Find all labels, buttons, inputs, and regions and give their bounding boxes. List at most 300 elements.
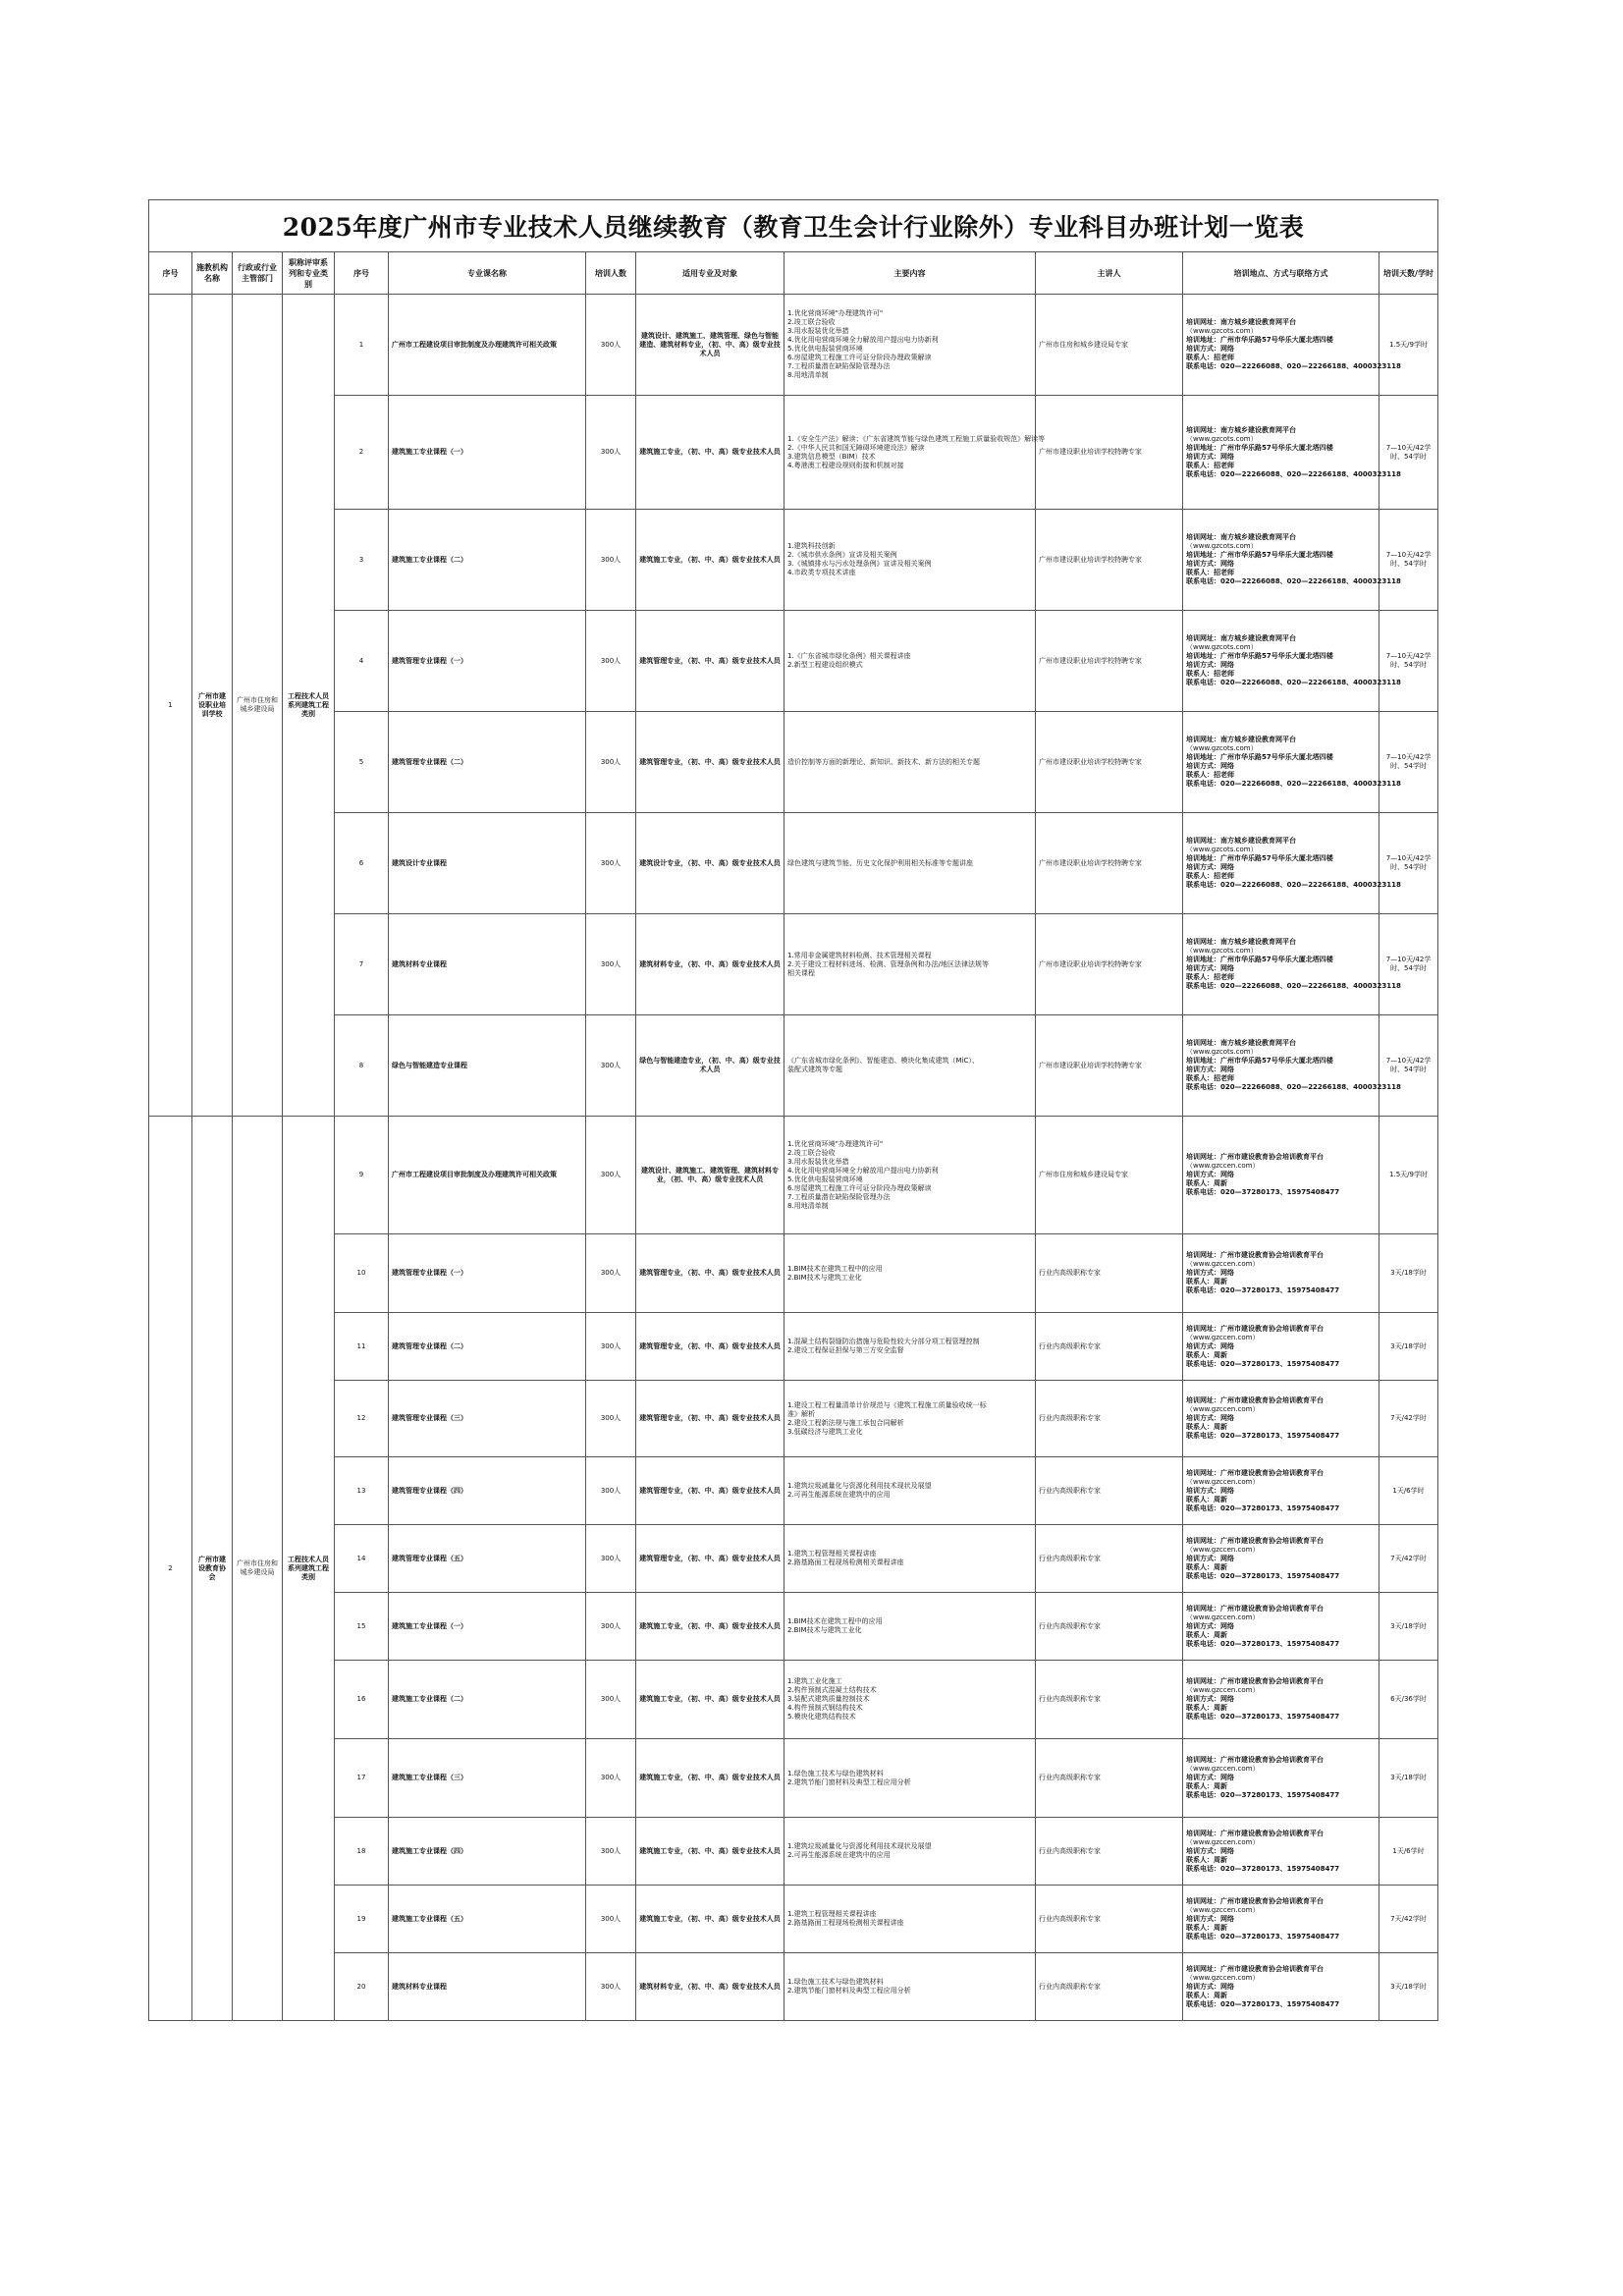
contact-line: 联系人：招老师 xyxy=(1186,872,1234,880)
content-line: 2.新型工程建设组织模式 xyxy=(787,661,863,669)
contact-line: 培训网址：南方城乡建设教育网平台 xyxy=(1186,1039,1296,1047)
contact-line: （www.gzcots.com） xyxy=(1186,1048,1258,1056)
content-line: 2.构件预制式混凝土结构技术 xyxy=(787,1686,877,1694)
content-line: 2.可再生能源系统在建筑中的应用 xyxy=(787,1851,891,1859)
header-row xyxy=(149,252,1438,295)
institution-department: 广州市住房和城乡建设局 xyxy=(233,295,283,1117)
content-line: 2.建设工程新法规与施工承包合同解析 xyxy=(787,1418,904,1427)
table-row xyxy=(149,1818,1438,1886)
contact-line: 联系人：周新 xyxy=(1186,1923,1227,1932)
course-content xyxy=(784,1015,1036,1117)
content-line: 绿色建筑与建筑节能、历史文化保护利用相关标准等专题讲座 xyxy=(787,858,973,867)
contact-line: 联系人：招老师 xyxy=(1186,1074,1234,1082)
content-line: 1.建筑工程管理相关课程讲座 xyxy=(787,1910,877,1918)
contact-line: 培训网址：广州市建设教育协会培训教育平台 xyxy=(1186,1756,1324,1764)
training-days: 3天/18学时 xyxy=(1380,1234,1438,1313)
contact-line: 培训网址：南方城乡建设教育网平台 xyxy=(1186,837,1296,845)
content-line: 7.工程质量潜在缺陷保险管理办法 xyxy=(787,362,891,370)
speaker: 广州市住房和城乡建设局专家 xyxy=(1036,295,1183,396)
training-days: 7—10天/42学时、54学时 xyxy=(1380,813,1438,914)
contact-line: （www.gzcots.com） xyxy=(1186,947,1258,955)
contact-info xyxy=(1183,396,1401,510)
table-row xyxy=(149,611,1438,712)
content-line: 5.模块化建筑结构技术 xyxy=(787,1713,856,1721)
contact-line: （www.gzccen.com） xyxy=(1186,1477,1260,1486)
contact-line: 培训方式：网络 xyxy=(1186,1486,1234,1495)
contact-info xyxy=(1183,1818,1380,1886)
contact-line: 培训网址：广州市建设教育协会培训教育平台 xyxy=(1186,1896,1324,1905)
speaker: 行业内高级职称专家 xyxy=(1036,1739,1183,1818)
course-content xyxy=(784,1234,1036,1313)
content-line: 2.竣工联合验收 xyxy=(787,1148,836,1157)
contact-line: 联系电话：020—37280173、15975408477 xyxy=(1186,1713,1340,1721)
contact-line: 培训方式：网络 xyxy=(1186,1341,1234,1350)
training-days: 7—10天/42学时、54学时 xyxy=(1380,611,1438,712)
contact-info xyxy=(1183,510,1401,611)
trainee-count: 300人 xyxy=(586,1739,636,1818)
training-days: 7—10天/42学时、54学时 xyxy=(1380,914,1438,1015)
course-name: 建筑管理专业课程（三） xyxy=(389,1381,586,1457)
contact-line: 培训网址：广州市建设教育协会培训教育平台 xyxy=(1186,1536,1324,1545)
contact-line: 培训网址：南方城乡建设教育网平台 xyxy=(1186,736,1296,743)
course-no: 10 xyxy=(335,1234,389,1313)
course-no: 3 xyxy=(335,510,389,611)
contact-line: 联系人：周新 xyxy=(1186,1179,1227,1187)
content-line: 1.建筑垃圾减量化与资源化利用技术现状及展望 xyxy=(787,1842,932,1850)
contact-info xyxy=(1183,712,1401,813)
trainee-count: 300人 xyxy=(586,1525,636,1593)
target-audience: 建筑设计、建筑施工、建筑管理、绿色与智能建造、建筑材料专业，（初、中、高）级专业技术人员 xyxy=(636,295,784,396)
content-line: 1.建筑工业化施工 xyxy=(787,1677,842,1685)
contact-info xyxy=(1183,1381,1380,1457)
contact-info xyxy=(1183,611,1401,712)
target-audience: 建筑施工专业，（初、中、高）级专业技术人员 xyxy=(636,1593,784,1661)
contact-line: 培训网址：广州市建设教育协会培训教育平台 xyxy=(1186,1251,1324,1259)
contact-line: （www.gzccen.com） xyxy=(1186,1905,1260,1914)
target-audience: 建筑施工专业，（初、中、高）级专业技术人员 xyxy=(636,1818,784,1886)
contact-line: 联系电话：020—37280173、15975408477 xyxy=(1186,1359,1340,1368)
contact-line: 联系电话：020—22266088、020—22266188、4000323118 xyxy=(1186,577,1401,585)
contact-line: 培训网址：广州市建设教育协会培训教育平台 xyxy=(1186,1324,1324,1333)
course-no: 19 xyxy=(335,1886,389,1953)
table-row xyxy=(149,396,1438,510)
course-no: 7 xyxy=(335,914,389,1015)
table-row xyxy=(149,712,1438,813)
institution-seq: 2 xyxy=(149,1117,192,2021)
training-days: 3天/18学时 xyxy=(1380,1593,1438,1661)
contact-line: 联系人：招老师 xyxy=(1186,354,1234,361)
header-category: 职称评审系列和专业类别 xyxy=(283,252,335,295)
trainee-count: 300人 xyxy=(586,1953,636,2021)
institution-seq: 1 xyxy=(149,295,192,1117)
trainee-count: 300人 xyxy=(586,1818,636,1886)
target-audience: 建筑管理专业，（初、中、高）级专业技术人员 xyxy=(636,1525,784,1593)
contact-line: 培训方式：网络 xyxy=(1186,1414,1234,1422)
table-row xyxy=(149,914,1438,1015)
speaker: 广州市建设职业培训学校特聘专家 xyxy=(1036,1015,1183,1117)
table-row xyxy=(149,1661,1438,1739)
content-line: 7.工程质量潜在缺陷保险管理办法 xyxy=(787,1192,891,1201)
contact-line: 联系电话：020—37280173、15975408477 xyxy=(1186,1286,1340,1294)
header-seq: 序号 xyxy=(149,252,192,295)
course-name: 建筑施工专业课程（四） xyxy=(389,1818,586,1886)
contact-line: 联系人：周新 xyxy=(1186,1278,1227,1285)
contact-line: 培训方式：网络 xyxy=(1186,762,1234,770)
course-name: 建筑材料专业课程 xyxy=(389,914,586,1015)
trainee-count: 300人 xyxy=(586,1381,636,1457)
content-line: 2.《城市供水条例》宣讲及相关案例 xyxy=(787,551,897,559)
course-no: 16 xyxy=(335,1661,389,1739)
contact-line: 联系人：周新 xyxy=(1186,1991,1227,1999)
contact-line: 培训方式：网络 xyxy=(1186,1269,1234,1277)
header-target: 适用专业及对象 xyxy=(636,252,784,295)
contact-line: 培训方式：网络 xyxy=(1186,560,1234,568)
content-line: 1.优化营商环境"办理建筑许可" xyxy=(787,1139,884,1148)
content-line: 1.建设工程工程量清单计价规范与《建筑工程施工质量验收统一标 xyxy=(787,1400,987,1409)
speaker: 行业内高级职称专家 xyxy=(1036,1953,1183,2021)
speaker: 行业内高级职称专家 xyxy=(1036,1381,1183,1457)
contact-line: 联系电话：020—37280173、15975408477 xyxy=(1186,1864,1340,1873)
course-content xyxy=(784,1313,1036,1381)
contact-info xyxy=(1183,1457,1380,1525)
content-line: 5.优化供电报装营商环境 xyxy=(787,345,863,353)
contact-line: 培训网址：南方城乡建设教育网平台 xyxy=(1186,318,1296,326)
target-audience: 建筑施工专业，（初、中、高）级专业技术人员 xyxy=(636,1886,784,1953)
speaker: 行业内高级职称专家 xyxy=(1036,1661,1183,1739)
content-line: 8.用地清单制 xyxy=(787,371,829,379)
course-no: 8 xyxy=(335,1015,389,1117)
contact-line: 联系人：周新 xyxy=(1186,1704,1227,1712)
speaker: 行业内高级职称专家 xyxy=(1036,1313,1183,1381)
course-no: 20 xyxy=(335,1953,389,2021)
target-audience: 建筑设计、建筑施工、建筑管理、建筑材料专业，（初、中、高）级专业技术人员 xyxy=(636,1117,784,1234)
trainee-count: 300人 xyxy=(586,1117,636,1234)
content-line: 1.建筑垃圾减量化与资源化利用技术现状及展望 xyxy=(787,1482,932,1490)
course-content xyxy=(784,1953,1036,2021)
speaker: 行业内高级职称专家 xyxy=(1036,1525,1183,1593)
table-title: 2025年度广州市专业技术人员继续教育（教育卫生会计行业除外）专业科目办班计划一览表 xyxy=(149,200,1438,252)
contact-line: （www.gzccen.com） xyxy=(1186,1333,1260,1341)
contact-line: 培训地址：广州市华乐路57号华乐大厦北塔四楼 xyxy=(1186,854,1333,862)
contact-line: （www.gzccen.com） xyxy=(1186,1973,1260,1982)
speaker: 广州市建设职业培训学校特聘专家 xyxy=(1036,396,1183,510)
target-audience: 建筑管理专业，（初、中、高）级专业技术人员 xyxy=(636,611,784,712)
header-content: 主要内容 xyxy=(784,252,1036,295)
content-line: 6.房屋建筑工程施工许可证分阶段办理政策解读 xyxy=(787,1183,932,1192)
course-no: 18 xyxy=(335,1818,389,1886)
contact-line: （www.gzccen.com） xyxy=(1186,1686,1260,1694)
table-row xyxy=(149,1525,1438,1593)
contact-line: 培训网址：广州市建设教育协会培训教育平台 xyxy=(1186,1964,1324,1973)
course-no: 11 xyxy=(335,1313,389,1381)
contact-line: 培训网址：南方城乡建设教育网平台 xyxy=(1186,634,1296,642)
course-name: 建筑施工专业课程（二） xyxy=(389,510,586,611)
trainee-count: 300人 xyxy=(586,914,636,1015)
contact-line: （www.gzccen.com） xyxy=(1186,1765,1260,1773)
training-days: 7天/42学时 xyxy=(1380,1381,1438,1457)
contact-line: 培训方式：网络 xyxy=(1186,661,1234,669)
training-days: 1.5天/9学时 xyxy=(1380,295,1438,396)
contact-line: 联系电话：020—37280173、15975408477 xyxy=(1186,1188,1340,1196)
contact-line: 联系人：周新 xyxy=(1186,1350,1227,1359)
course-content xyxy=(784,510,1036,611)
speaker: 行业内高级职称专家 xyxy=(1036,1234,1183,1313)
content-line: 1.绿色施工技术与绿色建筑材料 xyxy=(787,1978,884,1986)
contact-line: 联系人：周新 xyxy=(1186,1423,1227,1431)
table-row xyxy=(149,1117,1438,1234)
contact-line: （www.gzcots.com） xyxy=(1186,327,1258,335)
contact-line: 联系人：招老师 xyxy=(1186,569,1234,576)
contact-line: 培训方式：网络 xyxy=(1186,1914,1234,1923)
trainee-count: 300人 xyxy=(586,295,636,396)
content-line: 1.建筑科技创新 xyxy=(787,542,836,550)
table-row xyxy=(149,1739,1438,1818)
content-line: 4.优化用电营商环境全力解放用户提出电力协新利 xyxy=(787,1166,939,1175)
table-body xyxy=(149,295,1438,2021)
contact-line: 联系人：周新 xyxy=(1186,1562,1227,1571)
training-days: 7—10天/42学时、54学时 xyxy=(1380,396,1438,510)
contact-info xyxy=(1183,295,1401,396)
target-audience: 建筑管理专业，（初、中、高）级专业技术人员 xyxy=(636,1313,784,1381)
target-audience: 建筑材料专业，（初、中、高）级专业技术人员 xyxy=(636,914,784,1015)
contact-line: 培训网址：广州市建设教育协会培训教育平台 xyxy=(1186,1604,1324,1613)
institution-name: 广州市建设教育协会 xyxy=(192,1117,233,2021)
contact-line: 培训地址：广州市华乐路57号华乐大厦北塔四楼 xyxy=(1186,753,1333,761)
speaker: 广州市建设职业培训学校特聘专家 xyxy=(1036,813,1183,914)
training-days: 3天/18学时 xyxy=(1380,1953,1438,2021)
contact-line: 联系人：周新 xyxy=(1186,1855,1227,1864)
contact-line: 联系人：招老师 xyxy=(1186,973,1234,981)
course-no: 13 xyxy=(335,1457,389,1525)
table-row xyxy=(149,1953,1438,2021)
course-name: 建筑管理专业课程（二） xyxy=(389,1313,586,1381)
trainee-count: 300人 xyxy=(586,611,636,712)
course-content xyxy=(784,712,1036,813)
trainee-count: 300人 xyxy=(586,1015,636,1117)
target-audience: 建筑施工专业，（初、中、高）级专业技术人员 xyxy=(636,1661,784,1739)
content-line: 1.《安全生产法》解读；《广东省建筑节能与绿色建筑工程施工质量验收规范》解读等 xyxy=(787,434,1046,443)
course-name: 建筑管理专业课程（五） xyxy=(389,1525,586,1593)
course-no: 1 xyxy=(335,295,389,396)
contact-line: （www.gzccen.com） xyxy=(1186,1837,1260,1846)
institution-department: 广州市住房和城乡建设局 xyxy=(233,1117,283,2021)
target-audience: 绿色与智能建造专业，（初、中、高）级专业技术人员 xyxy=(636,1015,784,1117)
target-audience: 建筑材料专业，（初、中、高）级专业技术人员 xyxy=(636,1953,784,2021)
speaker: 广州市建设职业培训学校特聘专家 xyxy=(1036,510,1183,611)
course-no: 14 xyxy=(335,1525,389,1593)
contact-info xyxy=(1183,1313,1380,1381)
header-days: 培训天数/学时 xyxy=(1380,252,1438,295)
institution-category: 工程技术人员系列建筑工程类别 xyxy=(283,295,335,1117)
table-row xyxy=(149,510,1438,611)
contact-line: 联系电话：020—37280173、15975408477 xyxy=(1186,1932,1340,1941)
content-line: 3.《城镇排水与污水处理条例》宣讲及相关案例 xyxy=(787,560,932,568)
course-no: 12 xyxy=(335,1381,389,1457)
speaker: 广州市建设职业培训学校特聘专家 xyxy=(1036,712,1183,813)
course-name: 建筑施工专业课程（五） xyxy=(389,1886,586,1953)
trainee-count: 300人 xyxy=(586,1234,636,1313)
content-line: 2.关于建设工程材料进场、检测、管理条例和办法/地区法律法规等 xyxy=(787,959,990,968)
contact-info xyxy=(1183,813,1401,914)
contact-line: 联系电话：020—37280173、15975408477 xyxy=(1186,1791,1340,1799)
content-line: 2.BIM技术与建筑工业化 xyxy=(787,1273,862,1282)
contact-line: 联系电话：020—37280173、15975408477 xyxy=(1186,1999,1340,2008)
contact-line: 联系电话：020—22266088、020—22266188、4000323118 xyxy=(1186,679,1401,686)
contact-line: 培训地址：广州市华乐路57号华乐大厦北塔四楼 xyxy=(1186,652,1333,660)
contact-info xyxy=(1183,1015,1401,1117)
contact-line: （www.gzccen.com） xyxy=(1186,1545,1260,1554)
trainee-count: 300人 xyxy=(586,1457,636,1525)
trainee-count: 300人 xyxy=(586,1313,636,1381)
content-line: 8.用地清单制 xyxy=(787,1201,829,1210)
contact-line: 培训方式：网络 xyxy=(1186,1171,1234,1178)
contact-line: 培训地址：广州市华乐路57号华乐大厦北塔四楼 xyxy=(1186,443,1333,452)
target-audience: 建筑管理专业，（初、中、高）级专业技术人员 xyxy=(636,1234,784,1313)
target-audience: 建筑设计专业，（初、中、高）级专业技术人员 xyxy=(636,813,784,914)
table-row xyxy=(149,1313,1438,1381)
training-days: 7—10天/42学时、54学时 xyxy=(1380,712,1438,813)
training-days: 7—10天/42学时、54学时 xyxy=(1380,510,1438,611)
course-no: 9 xyxy=(335,1117,389,1234)
speaker: 行业内高级职称专家 xyxy=(1036,1818,1183,1886)
contact-line: 培训方式：网络 xyxy=(1186,345,1234,353)
table-row xyxy=(149,1381,1438,1457)
contact-info xyxy=(1183,1234,1380,1313)
contact-line: 培训网址：广州市建设教育协会培训教育平台 xyxy=(1186,1829,1324,1837)
contact-line: 培训方式：网络 xyxy=(1186,452,1234,461)
contact-line: （www.gzcots.com） xyxy=(1186,744,1258,752)
trainee-count: 300人 xyxy=(586,510,636,611)
content-line: 3.装配式建筑质量控制技术 xyxy=(787,1695,870,1703)
contact-line: 培训网址：南方城乡建设教育网平台 xyxy=(1186,938,1296,946)
course-content xyxy=(784,396,1046,510)
content-line: 2.竣工联合验收 xyxy=(787,318,836,326)
content-line: 4.构件预制式钢结构技术 xyxy=(787,1704,863,1712)
content-line: 装配式建筑等专题 xyxy=(787,1066,842,1073)
course-name: 建筑施工专业课程（一） xyxy=(389,1593,586,1661)
contact-line: 联系电话：020—22266088、020—22266188、4000323118 xyxy=(1186,780,1401,788)
content-line: 3.建筑信息模型（BIM）技术 xyxy=(787,452,876,461)
contact-line: （www.gzccen.com） xyxy=(1186,1405,1260,1413)
content-line: 2.《中华人民共和国无障碍环境建设法》解读 xyxy=(787,443,925,452)
content-line: 2.建设工程保证担保与第三方安全监督 xyxy=(787,1346,904,1354)
content-line: 1.BIM技术在建筑工程中的应用 xyxy=(787,1264,883,1273)
contact-line: 培训方式：网络 xyxy=(1186,1066,1234,1073)
contact-line: 联系电话：020—37280173、15975408477 xyxy=(1186,1503,1340,1512)
speaker: 广州市建设职业培训学校特聘专家 xyxy=(1036,611,1183,712)
contact-line: 联系电话：020—22266088、020—22266188、4000323118 xyxy=(1186,469,1401,478)
contact-info xyxy=(1183,1953,1380,2021)
trainee-count: 300人 xyxy=(586,1661,636,1739)
contact-line: 培训方式：网络 xyxy=(1186,1695,1234,1703)
contact-line: 培训网址：广州市建设教育协会培训教育平台 xyxy=(1186,1468,1324,1477)
contact-info xyxy=(1183,1117,1380,1234)
course-content xyxy=(784,1886,1036,1953)
contact-line: 培训地址：广州市华乐路57号华乐大厦北塔四楼 xyxy=(1186,551,1333,559)
course-content xyxy=(784,1381,1036,1457)
target-audience: 建筑管理专业，（初、中、高）级专业技术人员 xyxy=(636,712,784,813)
contact-line: 培训方式：网络 xyxy=(1186,863,1234,871)
content-line: 4.市政类专项技术讲座 xyxy=(787,569,856,576)
contact-line: 培训方式：网络 xyxy=(1186,1621,1234,1630)
contact-line: 联系人：招老师 xyxy=(1186,771,1234,779)
training-days: 7天/42学时 xyxy=(1380,1886,1438,1953)
speaker: 行业内高级职称专家 xyxy=(1036,1593,1183,1661)
contact-line: 联系电话：020—22266088、020—22266188、4000323118 xyxy=(1186,881,1401,889)
content-line: 相关课程 xyxy=(787,968,815,977)
target-audience: 建筑管理专业，（初、中、高）级专业技术人员 xyxy=(636,1457,784,1525)
course-content xyxy=(784,611,1036,712)
header-institution: 施教机构名称 xyxy=(192,252,233,295)
speaker: 行业内高级职称专家 xyxy=(1036,1886,1183,1953)
course-name: 建筑管理专业课程（四） xyxy=(389,1457,586,1525)
contact-line: 联系人：招老师 xyxy=(1186,670,1234,678)
training-days: 3天/18学时 xyxy=(1380,1313,1438,1381)
course-name: 建筑设计专业课程 xyxy=(389,813,586,914)
contact-line: 培训网址：广州市建设教育协会培训教育平台 xyxy=(1186,1396,1324,1404)
trainee-count: 300人 xyxy=(586,1886,636,1953)
contact-line: 联系人：招老师 xyxy=(1186,461,1234,469)
training-days: 1天/6学时 xyxy=(1380,1457,1438,1525)
contact-line: 培训地址：广州市华乐路57号华乐大厦北塔四楼 xyxy=(1186,336,1333,344)
content-line: 《广东省城市绿化条例》、智能建造、模块化集成建筑（MiC）、 xyxy=(787,1057,979,1065)
contact-line: 联系人：周新 xyxy=(1186,1630,1227,1639)
content-line: 1.混凝土结构裂缝防治措施与危险性较大分部分项工程管理控制 xyxy=(787,1338,980,1345)
contact-line: （www.gzcots.com） xyxy=(1186,643,1258,651)
course-name: 建筑施工专业课程（三） xyxy=(389,1739,586,1818)
trainee-count: 300人 xyxy=(586,813,636,914)
contact-info xyxy=(1183,1593,1380,1661)
content-line: 6.房屋建筑工程施工许可证分阶段办理政策解读 xyxy=(787,354,932,361)
contact-line: 培训方式：网络 xyxy=(1186,1774,1234,1781)
target-audience: 建筑管理专业，（初、中、高）级专业技术人员 xyxy=(636,1381,784,1457)
contact-line: （www.gzcots.com） xyxy=(1186,434,1258,443)
header-contact: 培训地点、方式与联络方式 xyxy=(1183,252,1380,295)
target-audience: 建筑施工专业，（初、中、高）级专业技术人员 xyxy=(636,510,784,611)
contact-info xyxy=(1183,1661,1380,1739)
schedule-table xyxy=(148,199,1438,2021)
content-line: 2.建筑节能门窗材料及典型工程应用分析 xyxy=(787,1987,911,1995)
institution-name: 广州市建设职业培训学校 xyxy=(192,295,233,1117)
contact-line: 培训方式：网络 xyxy=(1186,1846,1234,1855)
contact-line: 联系电话：020—37280173、15975408477 xyxy=(1186,1639,1340,1648)
trainee-count: 300人 xyxy=(586,1593,636,1661)
course-name: 建筑管理专业课程（一） xyxy=(389,611,586,712)
training-days: 7天/42学时 xyxy=(1380,1525,1438,1593)
course-content xyxy=(784,1525,1036,1593)
course-content xyxy=(784,1457,1036,1525)
header-course-name: 专业课名称 xyxy=(389,252,586,295)
table-row xyxy=(149,1015,1438,1117)
header-course-no: 序号 xyxy=(335,252,389,295)
table-row xyxy=(149,1593,1438,1661)
table-row xyxy=(149,1234,1438,1313)
contact-line: （www.gzccen.com） xyxy=(1186,1162,1260,1170)
training-days: 6天/36学时 xyxy=(1380,1661,1438,1739)
contact-info xyxy=(1183,1739,1380,1818)
training-days: 1天/6学时 xyxy=(1380,1818,1438,1886)
course-name: 建筑管理专业课程（二） xyxy=(389,712,586,813)
content-line: 1.绿色施工技术与绿色建筑材料 xyxy=(787,1769,884,1777)
table-row xyxy=(149,295,1438,396)
contact-line: （www.gzcots.com） xyxy=(1186,542,1258,550)
content-line: 1.BIM技术在建筑工程中的应用 xyxy=(787,1617,883,1625)
course-content xyxy=(784,1117,1036,1234)
contact-line: （www.gzccen.com） xyxy=(1186,1260,1260,1268)
content-line: 1.《广东省城市绿化条例》相关课程讲座 xyxy=(787,652,911,660)
course-name: 广州市工程建设项目审批制度及办理建筑许可相关政策 xyxy=(389,1117,586,1234)
content-line: 1.建筑工程管理相关课程讲座 xyxy=(787,1550,877,1558)
